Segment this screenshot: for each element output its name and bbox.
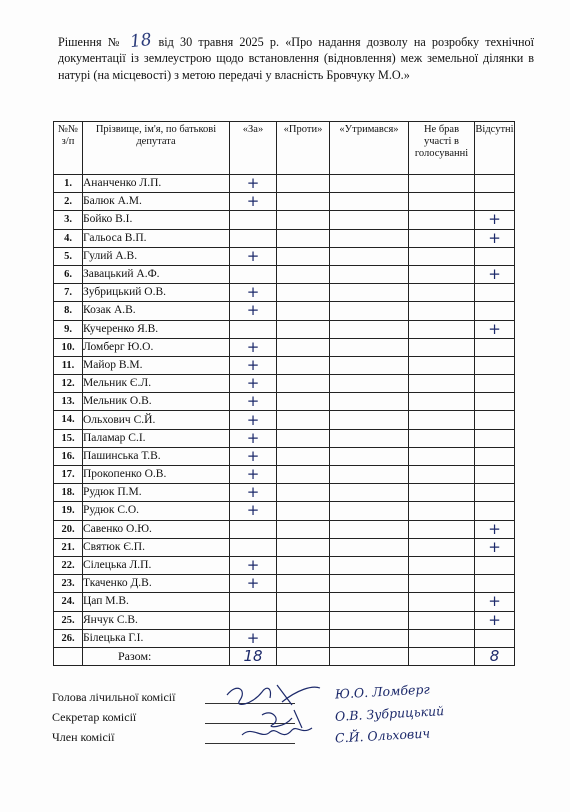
row-number: 20.: [54, 520, 83, 538]
table-row: [54, 193, 515, 211]
vote-for: +: [230, 356, 277, 374]
decision-number: 18: [128, 29, 153, 53]
vote-against: [277, 375, 330, 393]
table-row: [54, 611, 515, 629]
signature-name-secretary: О.В. Зубрицький: [334, 703, 445, 724]
table-row: [54, 411, 515, 429]
deputy-name: Козак А.В.: [83, 302, 230, 320]
deputy-name: Рудюк П.М.: [83, 484, 230, 502]
header-for: «За»: [230, 122, 277, 175]
vote-for: [230, 538, 277, 556]
deputy-name: Ткаченко Д.В.: [83, 575, 230, 593]
vote-against: [277, 429, 330, 447]
row-number: 25.: [54, 611, 83, 629]
deputy-name: Паламар С.І.: [83, 429, 230, 447]
table-row: [54, 429, 515, 447]
vote-not-voted: [409, 593, 475, 611]
table-row: [54, 520, 515, 538]
row-number: 13.: [54, 393, 83, 411]
vote-not-voted: [409, 320, 475, 338]
row-number: 10.: [54, 338, 83, 356]
decision-prefix: Рішення №: [58, 35, 123, 49]
vote-abstained: [330, 247, 409, 265]
table-row: [54, 211, 515, 229]
row-number: 23.: [54, 575, 83, 593]
deputy-name: Мельник О.В.: [83, 393, 230, 411]
vote-absent: [475, 429, 515, 447]
deputy-name: Мельник Є.Л.: [83, 375, 230, 393]
table-row: [54, 466, 515, 484]
vote-not-voted: [409, 411, 475, 429]
vote-abstained: [330, 193, 409, 211]
total-for: 18: [230, 647, 277, 665]
vote-against: [277, 593, 330, 611]
vote-against: [277, 629, 330, 647]
vote-for: +: [230, 375, 277, 393]
row-number: 12.: [54, 375, 83, 393]
vote-for: +: [230, 484, 277, 502]
deputy-name: Цап М.В.: [83, 593, 230, 611]
vote-for: [230, 265, 277, 283]
vote-against: [277, 320, 330, 338]
vote-against: [277, 229, 330, 247]
vote-not-voted: [409, 229, 475, 247]
vote-abstained: [330, 466, 409, 484]
vote-for: +: [230, 247, 277, 265]
total-label: Разом:: [83, 647, 230, 665]
vote-absent: [475, 393, 515, 411]
vote-abstained: [330, 320, 409, 338]
vote-against: [277, 556, 330, 574]
row-number: 15.: [54, 429, 83, 447]
row-number: 24.: [54, 593, 83, 611]
row-number: 26.: [54, 629, 83, 647]
vote-not-voted: [409, 338, 475, 356]
row-number: 5.: [54, 247, 83, 265]
vote-abstained: [330, 447, 409, 465]
vote-abstained: [330, 356, 409, 374]
vote-not-voted: [409, 284, 475, 302]
handwritten-signatures: [222, 680, 332, 750]
vote-absent: [475, 338, 515, 356]
vote-abstained: [330, 302, 409, 320]
table-row: [54, 175, 515, 193]
row-number: 9.: [54, 320, 83, 338]
vote-for: [230, 611, 277, 629]
vote-abstained: [330, 611, 409, 629]
voting-table: [53, 121, 515, 666]
table-row: [54, 320, 515, 338]
vote-against: [277, 611, 330, 629]
table-row: [54, 593, 515, 611]
signature-role-chair: Голова лічильної комісії: [52, 690, 176, 704]
vote-abstained: [330, 429, 409, 447]
vote-abstained: [330, 484, 409, 502]
vote-absent: +: [475, 593, 515, 611]
vote-absent: [475, 502, 515, 520]
vote-against: [277, 520, 330, 538]
vote-for: [230, 211, 277, 229]
vote-abstained: [330, 338, 409, 356]
vote-abstained: [330, 229, 409, 247]
vote-against: [277, 302, 330, 320]
vote-absent: [475, 284, 515, 302]
vote-against: [277, 447, 330, 465]
vote-against: [277, 356, 330, 374]
vote-not-voted: [409, 447, 475, 465]
vote-for: +: [230, 502, 277, 520]
vote-abstained: [330, 556, 409, 574]
vote-for: +: [230, 575, 277, 593]
table-row: [54, 265, 515, 283]
deputy-name: Бойко В.І.: [83, 211, 230, 229]
vote-abstained: [330, 502, 409, 520]
vote-for: +: [230, 447, 277, 465]
vote-for: +: [230, 411, 277, 429]
signature-role-secretary: Секретар комісії: [52, 710, 137, 724]
deputy-name: Пашинська Т.В.: [83, 447, 230, 465]
vote-not-voted: [409, 556, 475, 574]
vote-for: +: [230, 466, 277, 484]
row-number: 1.: [54, 175, 83, 193]
header-num: №№ з/п: [54, 122, 83, 175]
deputy-name: Прокопенко О.В.: [83, 466, 230, 484]
vote-absent: [475, 484, 515, 502]
table-row: [54, 229, 515, 247]
vote-not-voted: [409, 175, 475, 193]
vote-absent: [475, 447, 515, 465]
header-not-voted: Не брав участі в голосуванні: [409, 122, 475, 175]
row-number: 17.: [54, 466, 83, 484]
vote-absent: [475, 247, 515, 265]
vote-against: [277, 393, 330, 411]
deputy-name: Святюк Є.П.: [83, 538, 230, 556]
vote-against: [277, 247, 330, 265]
row-number: 4.: [54, 229, 83, 247]
vote-not-voted: [409, 538, 475, 556]
vote-abstained: [330, 211, 409, 229]
vote-not-voted: [409, 193, 475, 211]
vote-against: [277, 538, 330, 556]
table-row: [54, 484, 515, 502]
vote-for: [230, 520, 277, 538]
vote-for: [230, 229, 277, 247]
vote-absent: [475, 466, 515, 484]
deputy-name: Рудюк С.О.: [83, 502, 230, 520]
row-number: 7.: [54, 284, 83, 302]
vote-not-voted: [409, 375, 475, 393]
vote-absent: [475, 411, 515, 429]
vote-absent: +: [475, 265, 515, 283]
table-row: [54, 447, 515, 465]
vote-abstained: [330, 284, 409, 302]
vote-abstained: [330, 375, 409, 393]
row-number: 19.: [54, 502, 83, 520]
vote-not-voted: [409, 611, 475, 629]
vote-for: +: [230, 393, 277, 411]
row-number: 11.: [54, 356, 83, 374]
vote-absent: +: [475, 229, 515, 247]
signature-name-chair: Ю.О. Ломберг: [334, 681, 431, 702]
vote-absent: +: [475, 520, 515, 538]
total-row: [54, 647, 515, 665]
vote-absent: [475, 556, 515, 574]
table-row: [54, 575, 515, 593]
deputy-name: Савенко О.Ю.: [83, 520, 230, 538]
table-row: [54, 629, 515, 647]
vote-against: [277, 265, 330, 283]
vote-against: [277, 193, 330, 211]
deputy-name: Білецька Г.І.: [83, 629, 230, 647]
vote-absent: [475, 302, 515, 320]
vote-against: [277, 502, 330, 520]
vote-not-voted: [409, 302, 475, 320]
vote-absent: [475, 375, 515, 393]
vote-not-voted: [409, 265, 475, 283]
signature-name-member: С.Й. Ольхович: [334, 725, 431, 746]
vote-for: +: [230, 175, 277, 193]
deputy-name: Янчук С.В.: [83, 611, 230, 629]
table-row: [54, 375, 515, 393]
vote-against: [277, 338, 330, 356]
vote-for: +: [230, 338, 277, 356]
table-row: [54, 356, 515, 374]
vote-against: [277, 284, 330, 302]
row-number: 22.: [54, 556, 83, 574]
vote-not-voted: [409, 484, 475, 502]
vote-against: [277, 575, 330, 593]
vote-absent: +: [475, 538, 515, 556]
deputy-name: Завацький А.Ф.: [83, 265, 230, 283]
decision-title: [58, 29, 535, 83]
vote-absent: [475, 193, 515, 211]
vote-for: [230, 320, 277, 338]
row-number: 18.: [54, 484, 83, 502]
vote-not-voted: [409, 466, 475, 484]
table-row: [54, 247, 515, 265]
row-number: 3.: [54, 211, 83, 229]
vote-absent: +: [475, 611, 515, 629]
table-row: [54, 502, 515, 520]
vote-absent: [475, 356, 515, 374]
header-abstained: «Утримався»: [330, 122, 409, 175]
table-row: [54, 556, 515, 574]
vote-abstained: [330, 538, 409, 556]
deputy-name: Балюк А.М.: [83, 193, 230, 211]
vote-not-voted: [409, 211, 475, 229]
deputy-name: Сілецька Л.П.: [83, 556, 230, 574]
row-number: 6.: [54, 265, 83, 283]
row-number: 14.: [54, 411, 83, 429]
vote-against: [277, 211, 330, 229]
vote-for: +: [230, 429, 277, 447]
vote-against: [277, 484, 330, 502]
vote-absent: [475, 629, 515, 647]
header-row: [54, 122, 515, 175]
vote-for: +: [230, 302, 277, 320]
vote-against: [277, 466, 330, 484]
deputy-name: Ананченко Л.П.: [83, 175, 230, 193]
vote-abstained: [330, 593, 409, 611]
vote-for: [230, 593, 277, 611]
vote-abstained: [330, 265, 409, 283]
vote-against: [277, 411, 330, 429]
vote-abstained: [330, 411, 409, 429]
table-row: [54, 302, 515, 320]
header-name: Прізвище, ім'я, по батькові депутата: [83, 122, 230, 175]
row-number: 21.: [54, 538, 83, 556]
vote-not-voted: [409, 520, 475, 538]
vote-abstained: [330, 520, 409, 538]
vote-for: +: [230, 556, 277, 574]
vote-for: +: [230, 629, 277, 647]
vote-absent: [475, 575, 515, 593]
table-row: [54, 284, 515, 302]
vote-not-voted: [409, 247, 475, 265]
deputy-name: Ломберг Ю.О.: [83, 338, 230, 356]
vote-for: +: [230, 284, 277, 302]
vote-not-voted: [409, 502, 475, 520]
vote-not-voted: [409, 429, 475, 447]
signature-role-member: Член комісії: [52, 730, 115, 744]
vote-not-voted: [409, 629, 475, 647]
vote-absent: +: [475, 211, 515, 229]
table-row: [54, 538, 515, 556]
deputy-name: Зубрицький О.В.: [83, 284, 230, 302]
header-absent: Відсутні: [475, 122, 515, 175]
vote-not-voted: [409, 575, 475, 593]
vote-not-voted: [409, 356, 475, 374]
decision-text: від 30 травня 2025 р. «Про надання дозволу на розробку технічної документації із землеустрою щодо встановлення (відновлення) меж земельної ділянки в натурі (на місцевості) з метою передачі у власність Бровчуку М.О.»: [58, 35, 535, 82]
row-number: 8.: [54, 302, 83, 320]
deputy-name: Ольхович С.Й.: [83, 411, 230, 429]
deputy-name: Майор В.М.: [83, 356, 230, 374]
deputy-name: Гальоса В.П.: [83, 229, 230, 247]
table-row: [54, 338, 515, 356]
row-number: 2.: [54, 193, 83, 211]
vote-against: [277, 175, 330, 193]
vote-abstained: [330, 393, 409, 411]
vote-not-voted: [409, 393, 475, 411]
table-row: [54, 393, 515, 411]
deputy-name: Кучеренко Я.В.: [83, 320, 230, 338]
vote-abstained: [330, 629, 409, 647]
vote-absent: +: [475, 320, 515, 338]
header-against: «Проти»: [277, 122, 330, 175]
vote-abstained: [330, 175, 409, 193]
total-absent: 8: [475, 647, 515, 665]
vote-absent: [475, 175, 515, 193]
vote-abstained: [330, 575, 409, 593]
row-number: 16.: [54, 447, 83, 465]
deputy-name: Гулий А.В.: [83, 247, 230, 265]
vote-for: +: [230, 193, 277, 211]
